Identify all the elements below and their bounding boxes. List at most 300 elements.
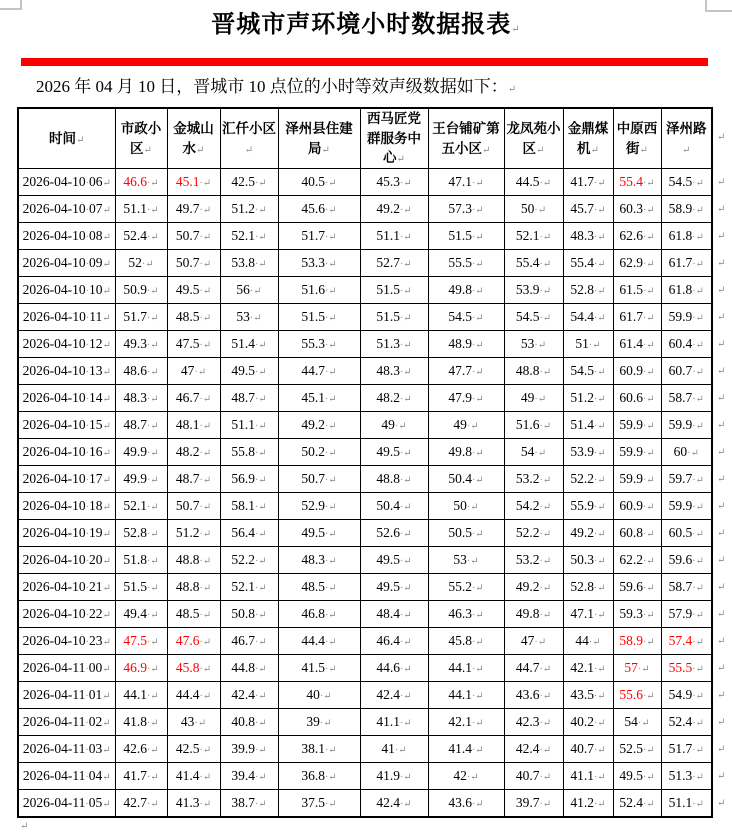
cell-end-mark-icon: ·↵ [642, 286, 655, 297]
row-end-mark-icon: ↵ [717, 636, 726, 647]
noise-value: 59.9 [668, 309, 693, 324]
cell-end-mark-icon: ·↵ [194, 367, 207, 378]
noise-value: 49.9 [123, 471, 147, 486]
time-hour: 05 [88, 795, 103, 810]
cell-end-mark-icon: ·↵ [324, 799, 337, 810]
cell-end-mark-icon: ·↵ [399, 205, 412, 216]
noise-value: 41.1 [376, 714, 400, 729]
value-cell [504, 439, 563, 466]
value-cell [167, 601, 220, 628]
row-end-mark-icon: ↵ [717, 609, 726, 620]
value-cell [115, 709, 167, 736]
time-date: 2026-04-10 [22, 471, 86, 486]
cell-end-mark-icon: ·↵ [642, 178, 655, 189]
noise-value: 46.7 [175, 390, 200, 405]
paragraph-mark-icon: ↵ [321, 144, 330, 156]
cell-end-mark-icon: ·↵ [399, 556, 412, 567]
value-cell [504, 736, 563, 763]
report-subtitle-text: 2026 年 04 月 10 日，晋城市 10 点位的小时等效声级数据如下： [36, 77, 508, 96]
time-date: 2026-04-11 [22, 714, 86, 729]
noise-value: 49.8 [515, 606, 540, 621]
value-cell [360, 520, 428, 547]
value-cell [220, 358, 278, 385]
noise-value: 56 [236, 282, 250, 297]
paragraph-mark-icon: ↵ [102, 637, 111, 648]
value-cell [613, 331, 661, 358]
cell-end-mark-icon: ·↵ [399, 772, 412, 783]
value-cell [428, 223, 504, 250]
value-cell [504, 574, 563, 601]
time-hour: 22 [88, 606, 103, 621]
time-hour: 10 [88, 282, 103, 297]
cell-end-mark-icon: ·↵ [642, 421, 655, 432]
cell-end-mark-icon: ·↵ [199, 799, 212, 810]
value-cell [220, 547, 278, 574]
value-cell [115, 250, 167, 277]
cell-end-mark-icon: ·↵ [642, 691, 655, 702]
cell-end-mark-icon: ·↵ [593, 799, 606, 810]
row-end-mark-icon: ↵ [717, 132, 726, 143]
cell-end-mark-icon: ·↵ [471, 448, 484, 459]
cell-end-mark-icon: ·↵ [539, 799, 552, 810]
noise-value: 60.5 [668, 525, 693, 540]
noise-value: 60.7 [668, 363, 693, 378]
noise-value: 44.4 [175, 687, 200, 702]
cell-end-mark-icon: ·↵ [471, 718, 484, 729]
time-date: 2026-04-10 [22, 282, 86, 297]
cell-end-mark-icon: ·↵ [199, 421, 212, 432]
value-cell [220, 169, 278, 196]
cell-end-mark-icon: ·↵ [692, 745, 704, 756]
cell-end-mark-icon: ·↵ [534, 340, 547, 351]
value-cell [220, 277, 278, 304]
row-end-mark-icon: ↵ [717, 393, 726, 404]
time-hour: 17 [88, 471, 103, 486]
noise-value: 50 [520, 201, 535, 216]
space-mark-icon: · [85, 502, 89, 513]
cell-end-mark-icon: ·↵ [324, 205, 337, 216]
paragraph-mark-icon: ↵ [102, 367, 111, 378]
time-date: 2026-04-10 [22, 363, 86, 378]
value-cell [360, 547, 428, 574]
value-cell [661, 520, 712, 547]
cell-end-mark-icon: ·↵ [642, 772, 655, 783]
noise-value: 55.4 [619, 174, 643, 189]
table-row [18, 169, 712, 196]
time-cell [18, 169, 115, 196]
value-cell [360, 331, 428, 358]
noise-value: 52 [128, 255, 142, 270]
value-cell [220, 682, 278, 709]
column-header-label: 汇仟小区 [222, 120, 276, 136]
table-row [18, 763, 712, 790]
value-cell [661, 547, 712, 574]
value-cell [428, 574, 504, 601]
value-cell [428, 412, 504, 439]
cell-end-mark-icon: ·↵ [199, 664, 212, 675]
value-cell [278, 169, 360, 196]
column-header-label: 王台铺矿第五小区 [432, 120, 500, 156]
cell-end-mark-icon: ·↵ [539, 232, 552, 243]
column-header [18, 108, 115, 169]
value-cell [563, 520, 613, 547]
time-cell [18, 520, 115, 547]
value-cell [428, 520, 504, 547]
time-hour: 04 [88, 768, 103, 783]
paragraph-mark-icon: ↵ [102, 664, 111, 675]
value-cell [661, 385, 712, 412]
value-cell [167, 412, 220, 439]
cell-end-mark-icon: ·↵ [593, 232, 606, 243]
value-cell [278, 790, 360, 818]
cell-end-mark-icon: ·↵ [199, 610, 212, 621]
noise-value: 50 [453, 498, 467, 513]
time-cell [18, 790, 115, 818]
value-cell [661, 763, 712, 790]
value-cell [167, 574, 220, 601]
noise-value: 44.6 [376, 660, 400, 675]
value-cell [115, 466, 167, 493]
row-end-mark-icon: ↵ [717, 177, 726, 188]
noise-value: 59.9 [668, 498, 693, 513]
noise-value: 58.1 [231, 498, 255, 513]
paragraph-mark-icon: ↵ [682, 144, 691, 156]
space-mark-icon: · [85, 340, 89, 351]
cell-end-mark-icon: ·↵ [399, 691, 412, 702]
paragraph-mark-icon: ↵ [196, 144, 205, 156]
value-cell [278, 493, 360, 520]
noise-value: 42.4 [376, 687, 400, 702]
space-mark-icon: · [85, 313, 90, 324]
cell-end-mark-icon: ·↵ [254, 178, 267, 189]
noise-value: 48.5 [301, 579, 325, 594]
cell-end-mark-icon: ·↵ [324, 583, 337, 594]
noise-value: 44.1 [448, 687, 472, 702]
cell-end-mark-icon: ·↵ [471, 313, 484, 324]
value-cell [428, 466, 504, 493]
noise-value: 51.7 [668, 741, 693, 756]
cell-end-mark-icon: ·↵ [254, 610, 267, 621]
value-cell [428, 547, 504, 574]
noise-value: 51.5 [123, 579, 147, 594]
noise-value: 41.1 [570, 768, 594, 783]
noise-value: 47.5 [123, 633, 147, 648]
noise-value: 45.3 [376, 174, 400, 189]
value-cell [504, 250, 563, 277]
cell-end-mark-icon: ·↵ [324, 502, 337, 513]
noise-value: 52.1 [231, 228, 255, 243]
cell-end-mark-icon: ·↵ [194, 718, 207, 729]
space-mark-icon: · [85, 556, 89, 567]
noise-value: 60.4 [668, 336, 693, 351]
time-hour: 07 [88, 201, 103, 216]
noise-value: 60.6 [619, 390, 643, 405]
value-cell [278, 547, 360, 574]
value-cell [563, 682, 613, 709]
cell-end-mark-icon: ·↵ [254, 799, 267, 810]
cell-end-mark-icon: ·↵ [471, 286, 484, 297]
cell-end-mark-icon: ·↵ [199, 259, 212, 270]
noise-value: 56.9 [231, 471, 255, 486]
noise-value: 51.7 [301, 228, 325, 243]
cell-end-mark-icon: ·↵ [399, 664, 412, 675]
cell-end-mark-icon: ·↵ [146, 448, 159, 459]
cell-end-mark-icon: ·↵ [399, 583, 412, 594]
report-subtitle [36, 75, 732, 101]
noise-value: 47.7 [448, 363, 472, 378]
value-cell [167, 304, 220, 331]
cell-end-mark-icon: ·↵ [146, 367, 159, 378]
value-cell [167, 493, 220, 520]
value-cell [360, 412, 428, 439]
value-cell [278, 412, 360, 439]
noise-value: 47 [180, 363, 195, 378]
value-cell [613, 412, 661, 439]
value-cell [504, 493, 563, 520]
cell-end-mark-icon: ·↵ [254, 205, 267, 216]
paragraph-mark-icon: ↵ [507, 84, 517, 95]
cell-end-mark-icon: ·↵ [642, 448, 655, 459]
noise-value: 52.4 [668, 714, 693, 729]
cell-end-mark-icon: ·↵ [534, 394, 547, 405]
value-cell [428, 709, 504, 736]
cell-end-mark-icon: ·↵ [471, 475, 484, 486]
value-cell [661, 682, 712, 709]
cell-end-mark-icon: ·↵ [692, 664, 704, 675]
cell-end-mark-icon: ·↵ [146, 313, 159, 324]
cell-end-mark-icon: ·↵ [254, 664, 267, 675]
cell-end-mark-icon: ·↵ [249, 313, 262, 324]
value-cell [278, 358, 360, 385]
value-cell [115, 169, 167, 196]
cell-end-mark-icon: ·↵ [534, 637, 547, 648]
cell-end-mark-icon: ·↵ [199, 340, 212, 351]
cell-end-mark-icon: ·↵ [692, 718, 704, 729]
value-cell [115, 223, 167, 250]
noise-value: 59.9 [619, 471, 643, 486]
noise-value: 55.9 [570, 498, 594, 513]
value-cell [613, 358, 661, 385]
noise-value: 42.5 [175, 741, 200, 756]
noise-value: 42.1 [448, 714, 472, 729]
cell-end-mark-icon: ·↵ [399, 718, 412, 729]
header-row [18, 108, 712, 169]
value-cell [278, 331, 360, 358]
cell-end-mark-icon: ·↵ [642, 529, 655, 540]
noise-value: 48.5 [175, 309, 200, 324]
noise-value: 49.2 [376, 201, 400, 216]
noise-value: 41.5 [301, 660, 325, 675]
value-cell [563, 763, 613, 790]
paragraph-mark-icon: ↵ [102, 610, 111, 621]
value-cell [613, 628, 661, 655]
value-cell [563, 304, 613, 331]
noise-value: 46.4 [376, 633, 400, 648]
value-cell [661, 169, 712, 196]
value-cell [504, 466, 563, 493]
noise-value: 52.1 [515, 228, 540, 243]
value-cell [115, 655, 167, 682]
value-cell [360, 196, 428, 223]
value-cell [167, 520, 220, 547]
value-cell [563, 223, 613, 250]
time-hour: 14 [88, 390, 103, 405]
row-end-mark-icon: ↵ [717, 690, 726, 701]
noise-value: 54.5 [448, 309, 472, 324]
noise-value: 57 [624, 660, 638, 675]
noise-value: 49.5 [376, 444, 400, 459]
cell-end-mark-icon: ·↵ [593, 448, 606, 459]
value-cell [504, 655, 563, 682]
noise-value: 49.5 [619, 768, 643, 783]
noise-value: 48.8 [376, 471, 400, 486]
time-date: 2026-04-10 [22, 498, 86, 513]
value-cell [504, 709, 563, 736]
value-cell [563, 709, 613, 736]
noise-value: 50.7 [175, 498, 200, 513]
cell-end-mark-icon: ·↵ [642, 799, 655, 810]
noise-value: 52.4 [619, 795, 643, 810]
time-date: 2026-04-11 [22, 795, 86, 810]
noise-value: 59.6 [668, 552, 693, 567]
noise-value: 49.5 [231, 363, 255, 378]
cell-end-mark-icon: ·↵ [642, 610, 655, 621]
noise-value: 52.2 [570, 471, 594, 486]
noise-value: 52.2 [231, 552, 255, 567]
value-cell [360, 628, 428, 655]
noise-value: 50.7 [175, 228, 200, 243]
value-cell [167, 358, 220, 385]
noise-value: 48.6 [123, 363, 147, 378]
cell-end-mark-icon: ·↵ [146, 799, 159, 810]
time-hour: 09 [88, 255, 103, 270]
column-header [563, 108, 613, 169]
noise-value: 51.6 [515, 417, 540, 432]
cell-end-mark-icon: ·↵ [692, 772, 704, 783]
value-cell [428, 682, 504, 709]
time-date: 2026-04-10 [22, 336, 86, 351]
cell-end-mark-icon: ·↵ [539, 286, 552, 297]
noise-value: 55.5 [448, 255, 472, 270]
paragraph-mark-icon: ↵ [590, 144, 599, 156]
paragraph-mark-icon: ↵ [102, 691, 111, 702]
noise-value: 51.7 [123, 309, 147, 324]
cell-end-mark-icon: ·↵ [146, 340, 159, 351]
noise-value: 38.1 [301, 741, 325, 756]
noise-value: 49.5 [301, 525, 325, 540]
noise-value: 51.3 [668, 768, 693, 783]
value-cell [278, 574, 360, 601]
noise-value: 50.7 [175, 255, 200, 270]
value-cell [504, 277, 563, 304]
noise-value: 51.1 [668, 795, 693, 810]
row-end-mark-icon: ↵ [717, 312, 726, 323]
time-date: 2026-04-10 [22, 309, 86, 324]
noise-value: 40.2 [570, 714, 594, 729]
cell-end-mark-icon: ·↵ [254, 691, 267, 702]
noise-value: 42.1 [570, 660, 594, 675]
noise-value: 53 [453, 552, 467, 567]
cell-end-mark-icon: ·↵ [319, 718, 332, 729]
cell-end-mark-icon: ·↵ [146, 394, 159, 405]
noise-value: 51.5 [301, 309, 325, 324]
cell-end-mark-icon: ·↵ [146, 556, 159, 567]
value-cell [220, 331, 278, 358]
time-cell [18, 628, 115, 655]
noise-value: 41.4 [175, 768, 200, 783]
time-date: 2026-04-10 [22, 201, 86, 216]
paragraph-mark-icon: ↵ [102, 286, 111, 297]
noise-value: 46.7 [231, 633, 255, 648]
noise-value: 47.1 [448, 174, 472, 189]
value-cell [167, 763, 220, 790]
value-cell [661, 601, 712, 628]
cell-end-mark-icon: ·↵ [466, 502, 479, 513]
cell-end-mark-icon: ·↵ [324, 610, 337, 621]
value-cell [661, 709, 712, 736]
noise-value: 50.4 [376, 498, 400, 513]
paragraph-mark-icon: ↵ [102, 421, 111, 432]
cell-end-mark-icon: ·↵ [199, 313, 212, 324]
noise-value: 52.7 [376, 255, 400, 270]
noise-value: 49.8 [448, 282, 472, 297]
cell-end-mark-icon: ·↵ [199, 475, 212, 486]
value-cell [428, 331, 504, 358]
cell-end-mark-icon: ·↵ [539, 691, 552, 702]
value-cell [661, 304, 712, 331]
time-date: 2026-04-10 [22, 417, 86, 432]
cell-end-mark-icon: ·↵ [692, 313, 704, 324]
cell-end-mark-icon: ·↵ [692, 583, 704, 594]
row-end-mark-icon: ↵ [717, 555, 726, 566]
noise-value: 43.5 [570, 687, 594, 702]
space-mark-icon: · [85, 772, 89, 783]
noise-value: 54 [520, 444, 535, 459]
value-cell [167, 439, 220, 466]
noise-value: 58.9 [619, 633, 643, 648]
value-cell [613, 250, 661, 277]
noise-value: 50.5 [448, 525, 472, 540]
table-row [18, 601, 712, 628]
value-cell [278, 628, 360, 655]
table-row [18, 493, 712, 520]
cell-end-mark-icon: ·↵ [146, 610, 159, 621]
noise-value: 55.2 [448, 579, 472, 594]
value-cell [428, 169, 504, 196]
cell-end-mark-icon: ·↵ [199, 691, 212, 702]
space-mark-icon: · [85, 745, 89, 756]
cell-end-mark-icon: ·↵ [199, 394, 212, 405]
cell-end-mark-icon: ·↵ [146, 637, 159, 648]
value-cell [220, 196, 278, 223]
value-cell [360, 682, 428, 709]
space-mark-icon: · [85, 178, 89, 189]
noise-value: 49.4 [123, 606, 147, 621]
table-row [18, 682, 712, 709]
time-cell [18, 358, 115, 385]
cell-end-mark-icon: ·↵ [692, 259, 704, 270]
time-hour: 18 [88, 498, 103, 513]
paragraph-mark-icon: ↵ [102, 475, 111, 486]
cell-end-mark-icon: ·↵ [593, 745, 606, 756]
noise-value: 48.7 [231, 390, 255, 405]
space-mark-icon: · [85, 286, 89, 297]
time-hour: 21 [88, 579, 103, 594]
cell-end-mark-icon: ·↵ [199, 448, 212, 459]
value-cell [360, 304, 428, 331]
cell-end-mark-icon: ·↵ [254, 529, 267, 540]
value-cell [613, 277, 661, 304]
